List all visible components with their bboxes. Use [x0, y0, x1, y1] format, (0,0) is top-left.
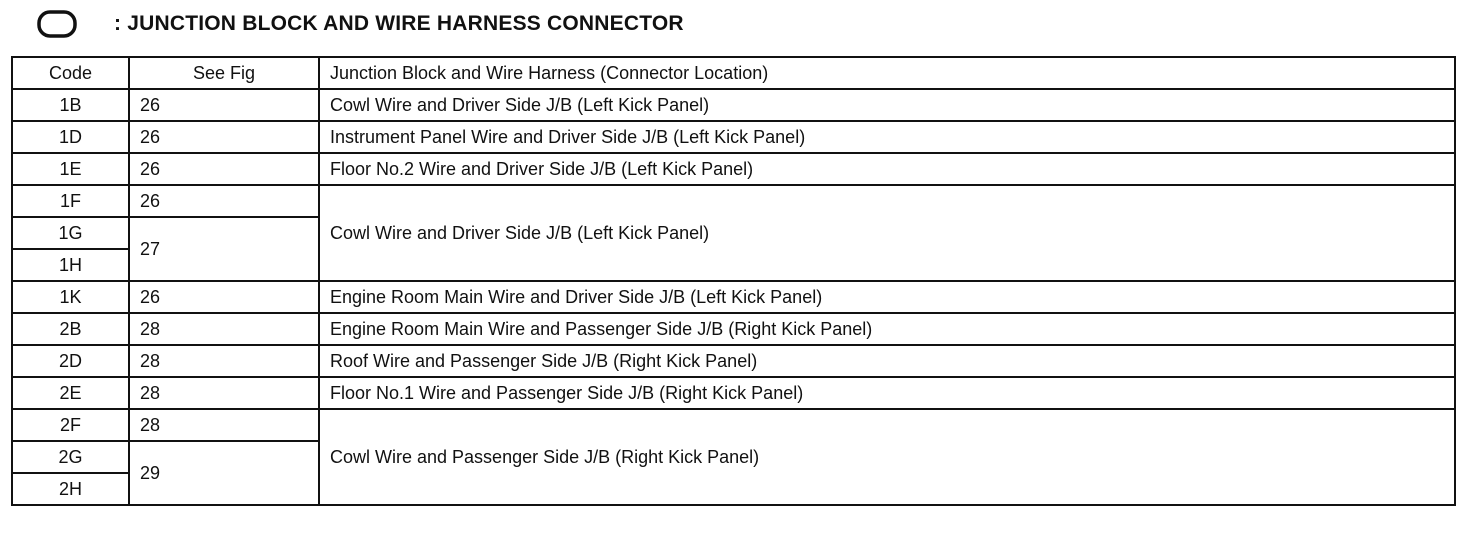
cell-code: 1F [12, 185, 129, 217]
cell-fig: 26 [129, 121, 319, 153]
cell-location: Cowl Wire and Passenger Side J/B (Right Kick Panel) [319, 409, 1455, 505]
cell-location: Engine Room Main Wire and Passenger Side J/B (Right Kick Panel) [319, 313, 1455, 345]
cell-fig: 26 [129, 89, 319, 121]
table-row [12, 281, 1455, 313]
cell-location: Floor No.1 Wire and Passenger Side J/B (Right Kick Panel) [319, 377, 1455, 409]
table-header-row [12, 57, 1455, 89]
cell-fig: 28 [129, 377, 319, 409]
cell-code: 1H [12, 249, 129, 281]
cell-fig: 26 [129, 281, 319, 313]
cell-code: 2D [12, 345, 129, 377]
column-header-code: Code [12, 57, 129, 89]
cell-location: Floor No.2 Wire and Driver Side J/B (Left Kick Panel) [319, 153, 1455, 185]
cell-code: 2G [12, 441, 129, 473]
page-title: : JUNCTION BLOCK AND WIRE HARNESS CONNECTOR [114, 12, 684, 35]
cell-fig: 28 [129, 313, 319, 345]
table-row [12, 89, 1455, 121]
cell-code: 1D [12, 121, 129, 153]
cell-code: 1G [12, 217, 129, 249]
cell-fig: 29 [129, 441, 319, 505]
cell-fig: 28 [129, 345, 319, 377]
cell-code: 1K [12, 281, 129, 313]
column-header-location: Junction Block and Wire Harness (Connector Location) [319, 57, 1455, 89]
cell-code: 1E [12, 153, 129, 185]
table-row [12, 409, 1455, 441]
cell-location: Engine Room Main Wire and Driver Side J/B (Left Kick Panel) [319, 281, 1455, 313]
connector-table [11, 56, 1456, 506]
cell-code: 2E [12, 377, 129, 409]
table-row [12, 153, 1455, 185]
cell-fig: 26 [129, 185, 319, 217]
cell-location: Roof Wire and Passenger Side J/B (Right Kick Panel) [319, 345, 1455, 377]
column-header-see-fig: See Fig [129, 57, 319, 89]
cell-code: 2H [12, 473, 129, 505]
table-row [12, 185, 1455, 217]
cell-location: Cowl Wire and Driver Side J/B (Left Kick Panel) [319, 185, 1455, 281]
rounded-oval-icon [36, 9, 78, 39]
cell-location: Instrument Panel Wire and Driver Side J/B (Left Kick Panel) [319, 121, 1455, 153]
cell-code: 2B [12, 313, 129, 345]
cell-fig: 27 [129, 217, 319, 281]
table-row [12, 377, 1455, 409]
table-row [12, 345, 1455, 377]
cell-fig: 26 [129, 153, 319, 185]
page-header [36, 6, 684, 42]
table-row [12, 313, 1455, 345]
table-row [12, 121, 1455, 153]
cell-fig: 28 [129, 409, 319, 441]
cell-code: 1B [12, 89, 129, 121]
cell-code: 2F [12, 409, 129, 441]
cell-location: Cowl Wire and Driver Side J/B (Left Kick Panel) [319, 89, 1455, 121]
